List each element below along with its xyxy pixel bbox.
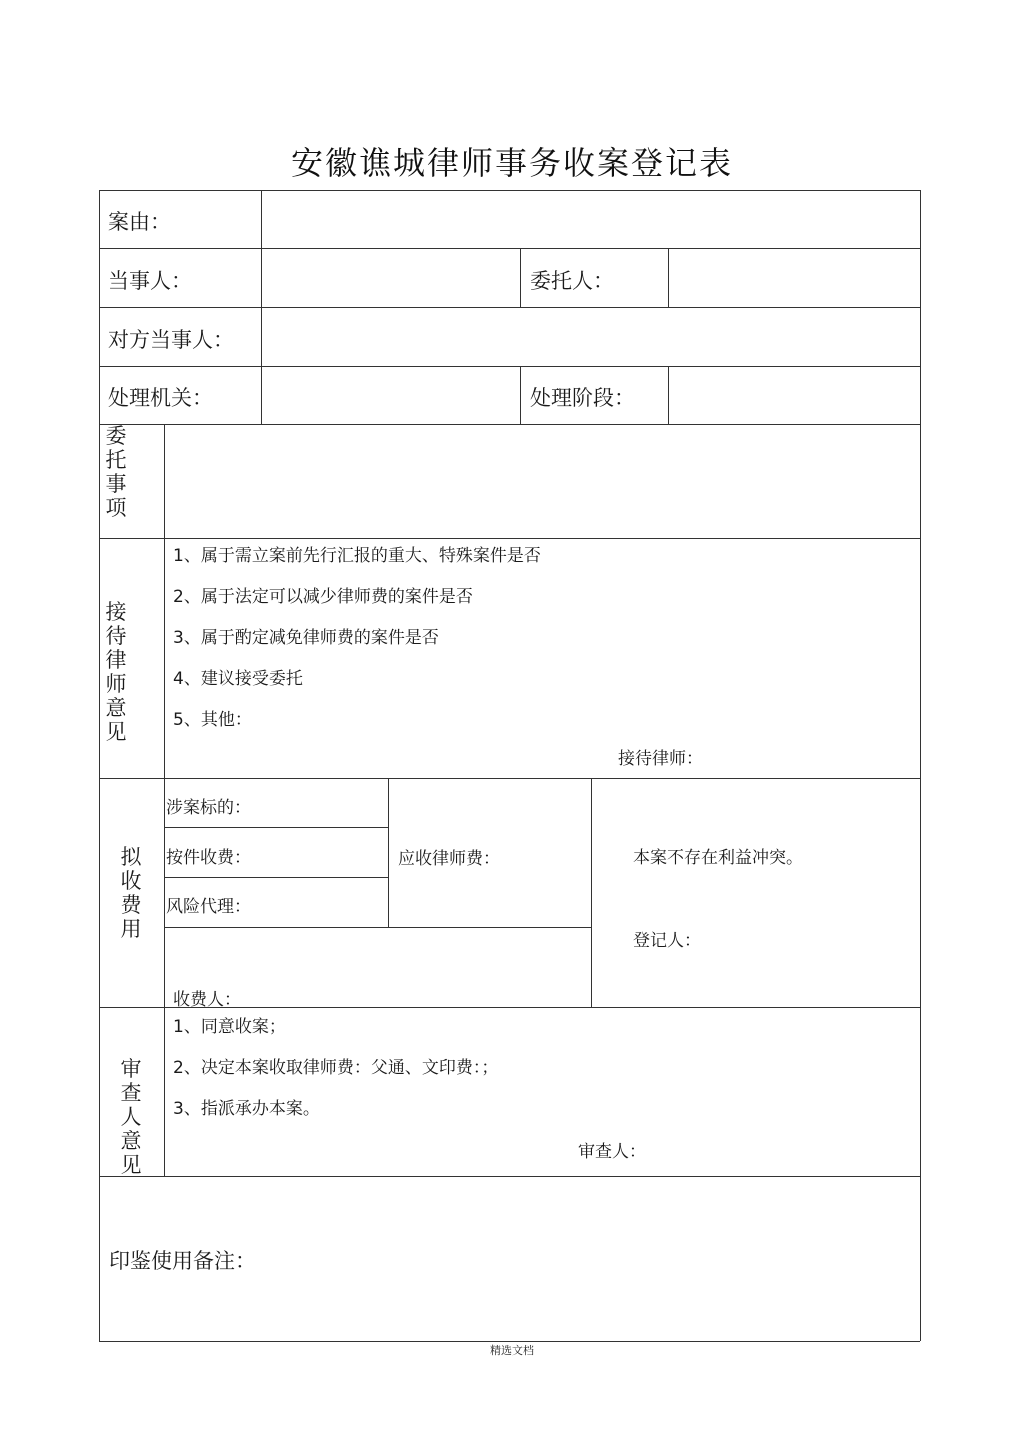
collector-label: 收费人： — [173, 990, 241, 1010]
row-divider — [164, 927, 591, 928]
registrar-label: 登记人： — [633, 931, 701, 951]
reviewer-item: 2、决定本案收取律师费：父通、文印费：； — [173, 1058, 499, 1078]
col-divider — [520, 366, 521, 424]
table-border-left — [99, 190, 100, 1341]
row-divider — [99, 424, 920, 425]
row-divider — [99, 307, 920, 308]
col-divider — [591, 778, 592, 1007]
page-title: 安徽谯城律师事务收案登记表 — [290, 144, 733, 182]
risk-agency-label: 风险代理： — [166, 897, 251, 917]
case-cause-label: 案由： — [108, 210, 171, 234]
reviewer-item: 3、指派承办本案。 — [173, 1099, 320, 1119]
receivable-fee-label: 应收律师费： — [398, 849, 500, 869]
table-border-top — [99, 190, 920, 191]
col-divider — [668, 366, 669, 424]
row-divider — [164, 877, 388, 878]
col-divider — [520, 248, 521, 307]
reception-item: 5、其他： — [173, 710, 252, 730]
reviewer-item: 1、同意收案； — [173, 1017, 286, 1037]
no-conflict-statement: 本案不存在利益冲突。 — [633, 848, 803, 868]
handling-authority-label: 处理机关： — [108, 386, 213, 410]
reception-item: 4、建议接受委托 — [173, 669, 303, 689]
opposing-party-label: 对方当事人： — [108, 328, 234, 352]
client-label: 委托人： — [530, 269, 614, 293]
subject-amount-label: 涉案标的： — [166, 798, 251, 818]
row-divider — [99, 538, 920, 539]
col-divider — [388, 778, 389, 927]
reviewer-signer: 审查人： — [578, 1142, 646, 1162]
footer-text: 精选文档 — [490, 1344, 534, 1357]
reception-item: 2、属于法定可以减少律师费的案件是否 — [173, 587, 473, 607]
party-label: 当事人： — [108, 269, 192, 293]
col-divider — [668, 248, 669, 307]
col-divider — [261, 190, 262, 424]
row-divider — [99, 366, 920, 367]
fees-label: 拟 收 费 用 — [120, 845, 142, 941]
per-case-fee-label: 按件收费： — [166, 848, 251, 868]
row-divider — [99, 248, 920, 249]
reception-item: 1、属于需立案前先行汇报的重大、特殊案件是否 — [173, 546, 541, 566]
reception-lawyer-signer: 接待律师： — [618, 749, 703, 769]
seal-note-label: 印鉴使用备注： — [109, 1249, 256, 1273]
row-divider — [164, 827, 388, 828]
row-divider — [99, 1176, 920, 1177]
entrusted-matters-label: 委 托 事 项 — [105, 424, 127, 520]
handling-stage-label: 处理阶段： — [530, 386, 635, 410]
col-divider — [164, 424, 165, 1176]
reception-opinion-label: 接 待 律 师 意 见 — [105, 600, 127, 744]
reviewer-opinion-label: 审 查 人 意 见 — [120, 1057, 142, 1177]
table-border-right — [920, 190, 921, 1341]
reception-item: 3、属于酌定减免律师费的案件是否 — [173, 628, 439, 648]
row-divider — [99, 778, 920, 779]
